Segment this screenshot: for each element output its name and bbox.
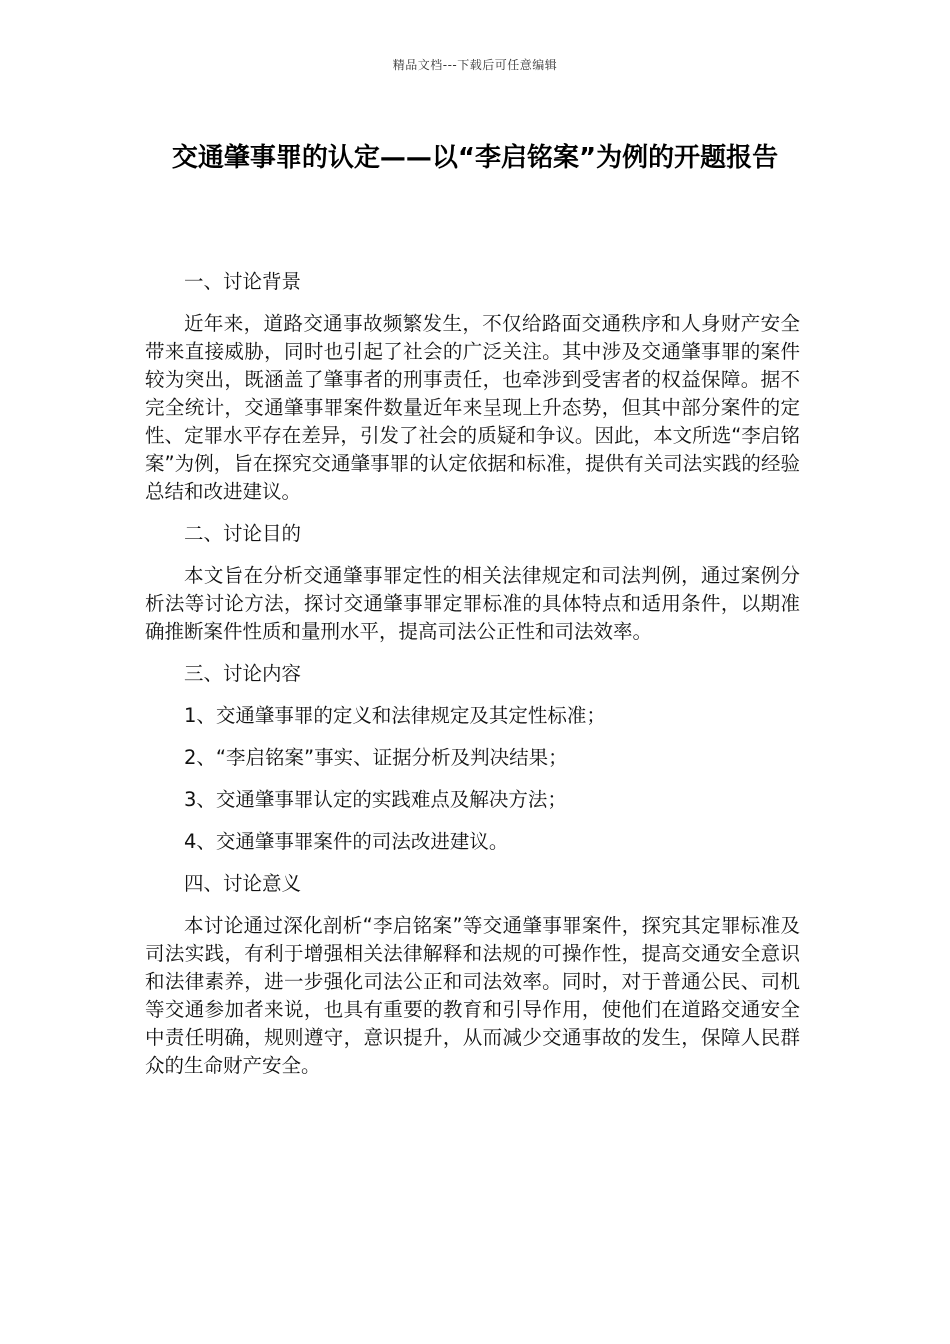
section-paragraph-significance: 本讨论通过深化剖析“李启铭案”等交通肇事罪案件，探究其定罪标准及司法实践，有利于增强相关法律解释和法规的可操作性，提高交通安全意识和法律素养，进一步强化司法公正和司法效率。同时，对于普通公民、司机等交通参加者来说，也具有重要的教育和引导作用，使他们在道路交通安全中责任明确，规则遵守，意识提升，从而减少交通事故的发生，保障人民群众的生命财产安全。	[145, 914, 800, 1077]
section-paragraph-purpose: 本文旨在分析交通肇事罪定性的相关法律规定和司法判例，通过案例分析法等讨论方法，探讨交通肇事罪定罪标准的具体特点和适用条件，以期准确推断案件性质和量刑水平，提高司法公正性和司法效率。	[145, 564, 800, 643]
section-heading-content: 三、讨论内容	[184, 662, 302, 685]
section-heading-purpose: 二、讨论目的	[184, 522, 302, 545]
section-heading-significance: 四、讨论意义	[184, 872, 302, 895]
content-list-item-3: 3、交通肇事罪认定的实践难点及解决方法；	[184, 788, 567, 811]
content-list-item-4: 4、交通肇事罪案件的司法改进建议。	[184, 830, 509, 853]
section-heading-background: 一、讨论背景	[184, 270, 302, 293]
content-list-item-1: 1、交通肇事罪的定义和法律规定及其定性标准；	[184, 704, 606, 727]
document-body	[145, 268, 800, 1094]
header-note: 精品文档---下载后可任意编辑	[392, 58, 558, 72]
document-title: 交通肇事罪的认定——以“李启铭案”为例的开题报告	[171, 143, 779, 173]
content-list-item-2: 2、“李启铭案”事实、证据分析及判决结果；	[184, 746, 568, 769]
section-paragraph-background: 近年来，道路交通事故频繁发生，不仅给路面交通秩序和人身财产安全带来直接威胁，同时也引起了社会的广泛关注。其中涉及交通肇事罪的案件较为突出，既涵盖了肇事者的刑事责任，也牵涉到受害者的权益保障。据不完全统计，交通肇事罪案件数量近年来呈现上升态势，但其中部分案件的定性、定罪水平存在差异，引发了社会的质疑和争议。因此，本文所选“李启铭案”为例，旨在探究交通肇事罪的认定依据和标准，提供有关司法实践的经验总结和改进建议。	[145, 312, 800, 503]
